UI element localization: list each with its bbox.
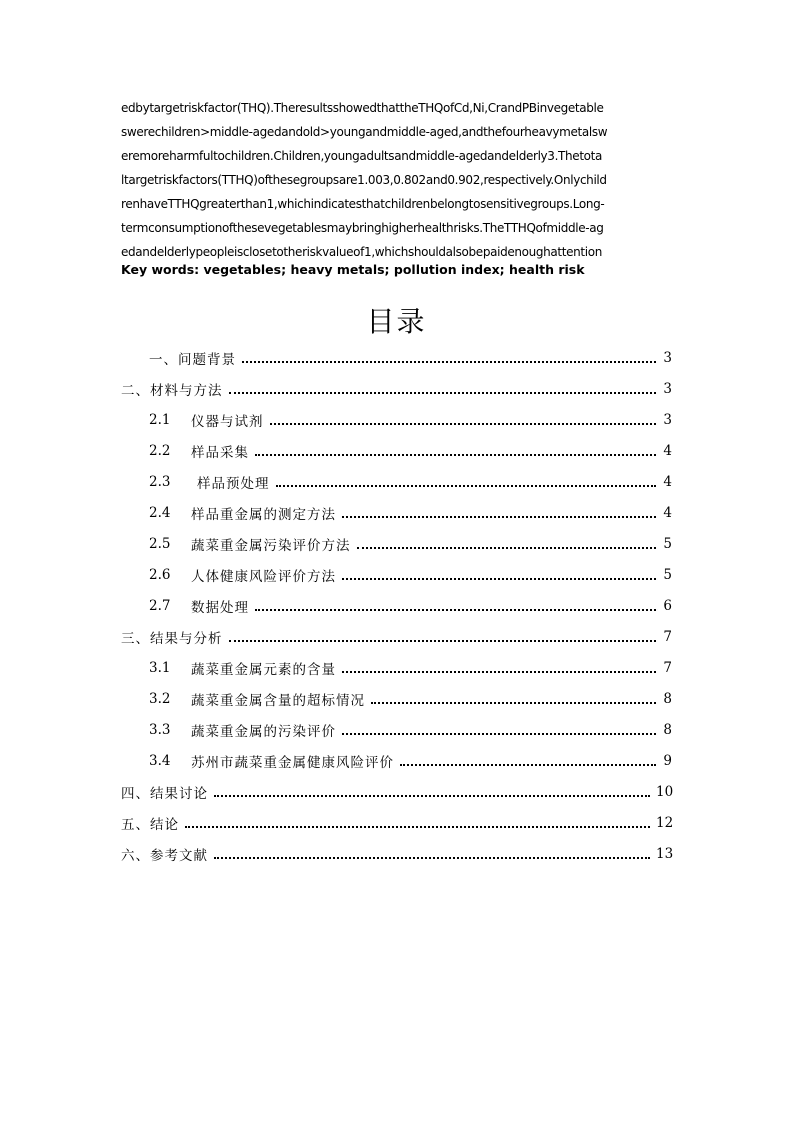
toc-entry-page: 3: [663, 349, 672, 366]
abstract-line: termconsumptionofthesevegetablesmaybringhigherhealthrisks.TheTTHQofmiddle-ag: [121, 221, 604, 235]
toc-leader-dots: [270, 423, 657, 425]
toc-entry-label: 六、参考文献: [121, 847, 208, 864]
toc-entry[interactable]: [121, 497, 672, 528]
toc-entry-number: 2.6: [149, 566, 171, 583]
toc-entry-label: 二、材料与方法: [121, 382, 223, 399]
toc-entry[interactable]: [121, 652, 672, 683]
toc-entry-page: 8: [663, 721, 672, 738]
toc-entry-label: 仪器与试剂: [191, 413, 264, 430]
toc-entry-label: 一、问题背景: [149, 351, 236, 368]
abstract-line: eremoreharmfultochildren.Children,youngadultsandmiddle-agedandelderly3.Thetota: [121, 149, 603, 163]
toc-entry[interactable]: [121, 559, 672, 590]
toc-entry-label: 蔬菜重金属含量的超标情况: [191, 692, 365, 709]
toc-leader-dots: [342, 733, 656, 735]
toc-leader-dots: [342, 516, 656, 518]
toc-entry-page: 4: [663, 504, 672, 521]
toc-entry-page: 5: [663, 566, 672, 583]
toc-leader-dots: [229, 392, 657, 394]
toc-entry-number: 2.3: [149, 473, 171, 490]
toc-leader-dots: [357, 547, 657, 549]
toc-entry-page: 3: [663, 411, 672, 428]
toc-entry-page: 12: [656, 814, 674, 831]
toc-entry-number: 2.7: [149, 597, 171, 614]
toc-entry[interactable]: [121, 528, 672, 559]
toc-entry-label: 蔬菜重金属的污染评价: [191, 723, 336, 740]
toc-entry-number: 2.4: [149, 504, 171, 521]
toc-entry-number: 3.2: [149, 690, 171, 707]
toc-entry-page: 9: [663, 752, 672, 769]
toc-entry-label: 苏州市蔬菜重金属健康风险评价: [191, 754, 394, 771]
abstract-line: edandelderlypeopleisclosetotheriskvalueof1,whichshouldalsobepaidenoughattention: [121, 245, 602, 259]
toc-entry-label: 三、结果与分析: [121, 630, 223, 647]
toc-entry[interactable]: [121, 683, 672, 714]
toc-entry[interactable]: [121, 714, 672, 745]
toc-entry[interactable]: [121, 807, 672, 838]
toc-entry[interactable]: [121, 435, 672, 466]
abstract-line: swerechildren>middle-agedandold>youngandmiddle-aged,andthefourheavymetalsw: [121, 125, 608, 139]
keywords: Key words: vegetables; heavy metals; pollution index; health risk: [121, 262, 585, 277]
toc-entry-page: 7: [663, 659, 672, 676]
toc-entry-number: 2.1: [149, 411, 171, 428]
toc-entry-label: 样品采集: [191, 444, 249, 461]
toc-entry-label: 样品重金属的测定方法: [191, 506, 336, 523]
toc-leader-dots: [229, 640, 657, 642]
toc-entry[interactable]: [121, 590, 672, 621]
toc-entry-label: 样品预处理: [197, 475, 270, 492]
toc-entry-page: 5: [663, 535, 672, 552]
toc-entry-label: 四、结果讨论: [121, 785, 208, 802]
toc-leader-dots: [276, 485, 657, 487]
toc-entry-page: 4: [663, 442, 672, 459]
toc-entry-number: 3.1: [149, 659, 171, 676]
toc-leader-dots: [371, 702, 656, 704]
toc-leader-dots: [255, 609, 656, 611]
toc-leader-dots: [255, 454, 656, 456]
toc-entry-page: 10: [656, 783, 674, 800]
toc-entry[interactable]: [121, 466, 672, 497]
toc-entry[interactable]: [121, 373, 672, 404]
toc-entry-label: 蔬菜重金属元素的含量: [191, 661, 336, 678]
abstract-line: edbytargetriskfactor(THQ).TheresultsshowedthattheTHQofCd,Ni,CrandPBinvegetable: [121, 101, 604, 115]
toc-entry[interactable]: [121, 776, 672, 807]
toc-entry[interactable]: [121, 404, 672, 435]
abstract-line: ltargetriskfactors(TTHQ)ofthesegroupsare1.003,0.802and0.902,respectively.Onlychild: [121, 173, 607, 187]
toc-entry-label: 五、结论: [121, 816, 179, 833]
abstract-text: [121, 96, 677, 264]
toc-entry-label: 数据处理: [191, 599, 249, 616]
toc-leader-dots: [400, 764, 656, 766]
toc-title: 目录: [366, 305, 427, 338]
toc-entry-page: 4: [663, 473, 672, 490]
toc-entry-number: 3.3: [149, 721, 171, 738]
toc-leader-dots: [342, 578, 656, 580]
toc-entry-page: 3: [663, 380, 672, 397]
toc-entry-page: 13: [656, 845, 674, 862]
toc-entry-label: 蔬菜重金属污染评价方法: [191, 537, 351, 554]
toc-entry-number: 2.5: [149, 535, 171, 552]
toc-entry[interactable]: [121, 838, 672, 869]
toc-leader-dots: [242, 361, 656, 363]
toc-leader-dots: [214, 795, 650, 797]
toc-entry-page: 7: [663, 628, 672, 645]
toc-leader-dots: [214, 857, 650, 859]
toc-entry-label: 人体健康风险评价方法: [191, 568, 336, 585]
toc-leader-dots: [342, 671, 656, 673]
toc-entry[interactable]: [121, 745, 672, 776]
abstract-line: renhaveTTHQgreaterthan1,whichindicatesthatchildrenbelongtosensitivegroups.Long-: [121, 197, 605, 211]
toc-entry-number: 3.4: [149, 752, 171, 769]
toc-leader-dots: [185, 826, 650, 828]
toc-entry-page: 6: [663, 597, 672, 614]
toc-entry-page: 8: [663, 690, 672, 707]
toc-entry[interactable]: [121, 621, 672, 652]
toc-entry[interactable]: [121, 342, 672, 373]
toc-entry-number: 2.2: [149, 442, 171, 459]
